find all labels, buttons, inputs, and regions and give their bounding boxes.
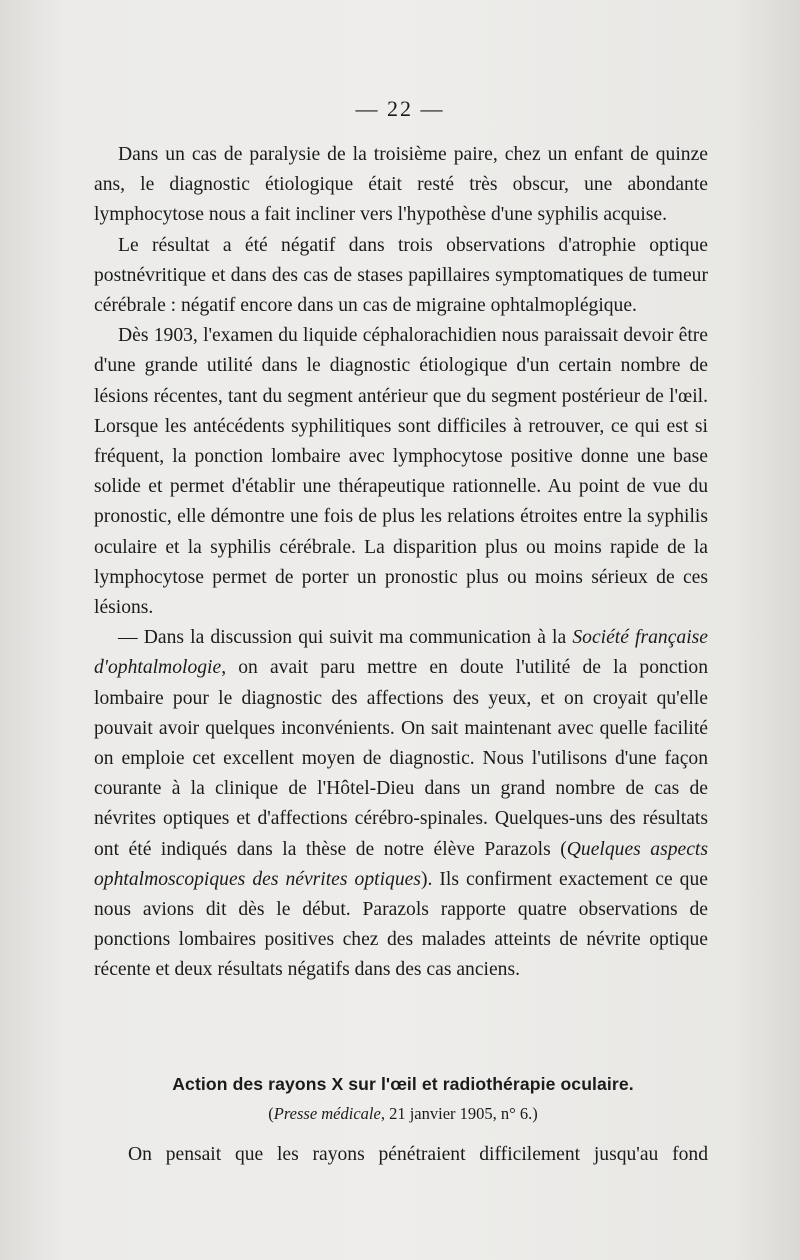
section-heading: Action des rayons X sur l'œil et radiothérapie oculaire. bbox=[172, 1074, 634, 1094]
paragraph-4-text-a: — Dans la discussion qui suivit ma communication à la bbox=[118, 627, 573, 649]
paragraph-4-text-b: , on avait paru mettre en doute l'utilité de la ponction lombaire pour le diagnostic des affections des yeux, et on croyait qu'elle pouvait avoir quelques inconvénients. On sait maintenant avec quelle facilité on emploie cet excellent moyen de diagnostic. Nous l'utilisons d'une façon courante à la clinique de l'Hôtel-Dieu dans un grand nombre de cas de névrites optiques et d'affections cérébro-spinales. Quelques-uns des résultats ont été indiqués dans la thèse de notre élève Parazols ( bbox=[94, 657, 708, 860]
citation-journal: Presse médicale bbox=[273, 1104, 381, 1123]
section-citation bbox=[94, 1104, 712, 1124]
page-number: — 22 — bbox=[355, 96, 445, 121]
paragraph-4 bbox=[94, 623, 708, 985]
paragraph-4-text-c: ). Ils confirment exactement ce que nous avions dit dès le début. Parazols rapporte quatre observations de ponctions lombaires positives chez des malades atteints de névrite optique récente et deux résultats négatifs dans des cas anciens. bbox=[94, 868, 708, 981]
paragraph-3: Dès 1903, l'examen du liquide céphalorachidien nous paraissait devoir être d'une grande utilité dans le diagnostic étiologique d'un certain nombre de lésions récentes, tant du segment antérieur que du segment postérieur de l'œil. Lorsque les antécédents syphilitiques sont difficiles à retrouver, ce qui est si fréquent, la ponction lombaire avec lymphocytose positive donne une base solide et permet d'établir une thérapeutique rationnelle. Au point de vue du pronostic, elle démontre une fois de plus les relations étroites entre la syphilis oculaire et la syphilis cérébrale. La disparition plus ou moins rapide de la lymphocytose permet de porter un pronostic plus ou moins sérieux de ces lésions. bbox=[94, 325, 708, 619]
paragraph-1: Dans un cas de paralysie de la troisième paire, chez un enfant de quinze ans, le diagnostic étiologique était resté très obscur, une abondante lymphocytose nous a fait incliner vers l'hypothèse d'une syphilis acquise. bbox=[94, 144, 708, 226]
society-name: Société française d'ophtalmologie bbox=[94, 627, 708, 679]
section-first-line: On pensait que les rayons pénétraient difficilement jusqu'au fond bbox=[128, 1144, 708, 1165]
paragraph-2: Le résultat a été négatif dans trois observations d'atrophie optique postnévritique et dans des cas de stases papillaires symptomatiques de tumeur cérébrale : négatif encore dans un cas de migraine ophtalmoplégique. bbox=[94, 234, 708, 317]
thesis-title: Quelques aspects ophtalmoscopiques des névrites optiques bbox=[94, 838, 708, 890]
body-text bbox=[94, 140, 708, 986]
citation-open: ( bbox=[268, 1104, 274, 1123]
citation-details: , 21 janvier 1905, n° 6.) bbox=[380, 1104, 538, 1123]
